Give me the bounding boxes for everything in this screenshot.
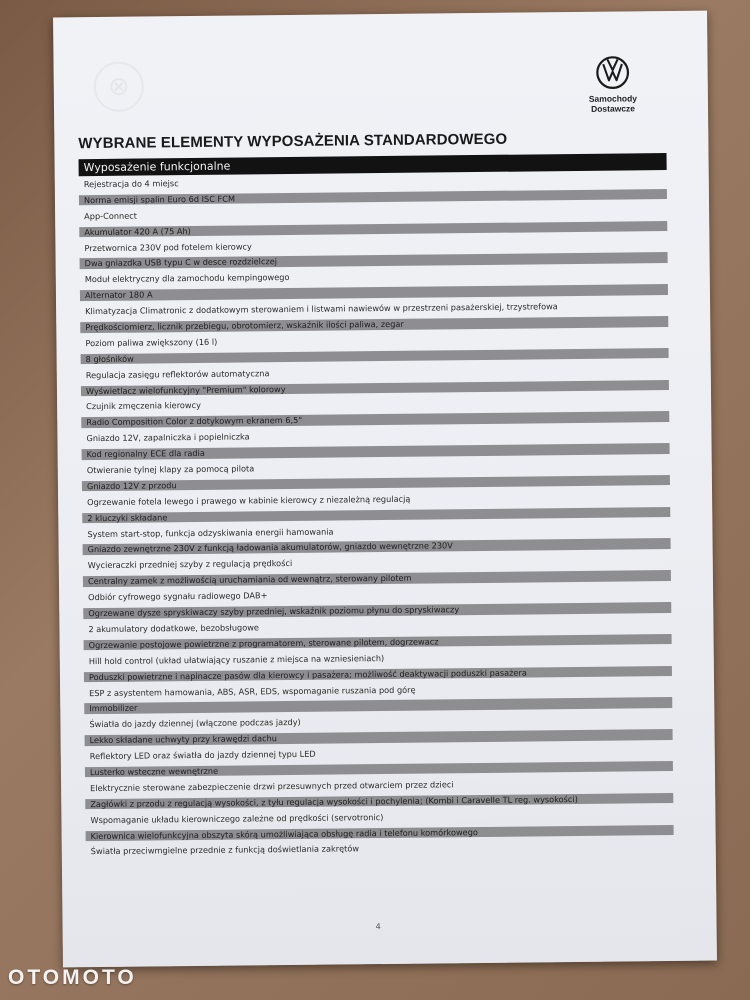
equipment-list xyxy=(79,173,674,862)
brand-line-1: Samochody xyxy=(588,93,638,104)
list-item: ESP z asystentem hamowania, ABS, ASR, EDS, wspomaganie ruszania pod górę xyxy=(89,684,416,698)
list-item: Poziom paliwa zwiększony (16 l) xyxy=(85,336,218,349)
list-item: 2 akumulatory dodatkowe, bezobsługowe xyxy=(88,622,259,635)
list-item: Norma emisji spalin Euro 6d ISC FCM xyxy=(79,189,667,206)
list-item: Wyświetlacz wielofunkcyjny "Premium" kolorowy xyxy=(81,380,669,397)
list-item: Otwieranie tylnej klapy za pomocą pilota xyxy=(86,463,255,476)
list-item: Centralny zamek z możliwością uruchamiania od wewnątrz, sterowany pilotem xyxy=(83,570,671,587)
list-item: Przetwornica 230V pod fotelem kierowcy xyxy=(84,240,252,253)
faint-logo-watermark: ⊗ xyxy=(94,62,145,113)
document-title: WYBRANE ELEMENTY WYPOSAŻENIA STANDARDOWEGO xyxy=(78,130,508,153)
list-item: Ogrzewane dysze spryskiwaczy szyby przedniej, wskaźnik poziomu płynu do spryskiwaczy xyxy=(83,602,671,619)
list-item: Prędkościomierz, licznik przebiegu, obrotomierz, wskaźnik ilości paliwa, zegar xyxy=(80,316,668,333)
list-item: Radio Composition Color z dotykowym ekranem 6,5" xyxy=(81,411,669,428)
list-item: Gniazdo 12V z przodu xyxy=(82,475,670,492)
list-item: Ogrzewanie fotela lewego i prawego w kabinie kierowcy z niezależną regulacją xyxy=(87,493,411,507)
list-item: Odbiór cyfrowego sygnału radiowego DAB+ xyxy=(88,590,268,603)
list-item: Kod regionalny ECE dla radia xyxy=(82,443,670,460)
list-item: Wspomaganie układu kierowniczego zależne od prędkości (servotronic) xyxy=(90,811,384,825)
list-item: System start-stop, funkcja odzyskiwania energii hamowania xyxy=(87,526,334,539)
list-item: Immobilizer xyxy=(84,697,672,714)
list-item: App-Connect xyxy=(84,210,137,221)
list-item: Poduszki powietrzne i napinacze pasów dla kierowcy i pasażera; możliwość deaktywacji poduszki pasażera xyxy=(84,666,672,683)
list-item: Światła przeciwmgielne przednie z funkcją doświetlania zakrętów xyxy=(90,843,360,857)
vw-brand-block xyxy=(573,55,652,114)
brand-line-2: Dostawcze xyxy=(591,103,636,114)
list-item: Moduł elektryczny dla zamochodu kempingowego xyxy=(84,272,290,285)
list-item: Dwa gniazdka USB typu C w desce rozdzielczej xyxy=(80,252,668,269)
list-item: Kierownica wielofunkcyjna obszyta skórą umożliwiająca obsługę radia i telefonu komórkowego xyxy=(86,825,674,842)
list-item: Gniazdo zewnętrzne 230V z funkcją ładowania akumulatorów, gniazdo wewnętrzne 230V xyxy=(83,538,671,555)
document-page xyxy=(53,11,717,968)
page-number: 4 xyxy=(375,922,381,932)
list-item: Światła do jazdy dziennej (włączone podczas jazdy) xyxy=(89,717,301,730)
list-item: Reflektory LED oraz światła do jazdy dziennej typu LED xyxy=(89,748,316,762)
list-item: Akumulator 420 A (75 Ah) xyxy=(79,221,667,238)
list-item: Regulacja zasięgu reflektorów automatyczna xyxy=(85,367,270,380)
list-item: 2 kluczyki składane xyxy=(82,507,670,524)
section-header: Wyposażenie funkcjonalne xyxy=(79,153,667,176)
otomoto-watermark-logo: OTOMOTO xyxy=(8,966,137,989)
list-item: Klimatyzacja Climatronic z dodatkowym sterowaniem i listwami nawiewów w przestrzeni pasażerskiej, trzystrefowa xyxy=(85,301,558,317)
list-item: Hill hold control (układ ułatwiający ruszanie z miejsca na wzniesieniach) xyxy=(88,652,385,666)
list-item: Elektrycznie sterowane zabezpieczenie drzwi przesuwnych przed otwarciem przez dzieci xyxy=(90,779,454,793)
list-item: Rejestracja do 4 miejsc xyxy=(83,178,179,190)
list-item: 8 głośników xyxy=(81,348,669,365)
list-item: Lekko składane uchwyty przy krawędzi dachu xyxy=(85,729,673,746)
list-item: Wycieraczki przedniej szyby z regulacją prędkości xyxy=(87,558,293,571)
list-item: Alternator 180 A xyxy=(80,284,668,301)
vw-logo-icon xyxy=(595,55,629,89)
list-item: Czujnik zmęczenia kierowcy xyxy=(86,400,201,412)
list-item: Gniazdo 12V, zapalniczka i popielniczka xyxy=(86,431,250,444)
list-item: Zagłówki z przodu z regulacją wysokości, z tyłu regulacja wysokości i pochylenia; (Kombi i Caravelle TL reg. wysokości) xyxy=(85,793,673,810)
list-item: Ogrzewanie postojowe powietrzne z programatorem, sterowane pilotem, dogrzewacz xyxy=(84,634,672,651)
list-item: Lusterko wsteczne wewnętrzne xyxy=(85,761,673,778)
